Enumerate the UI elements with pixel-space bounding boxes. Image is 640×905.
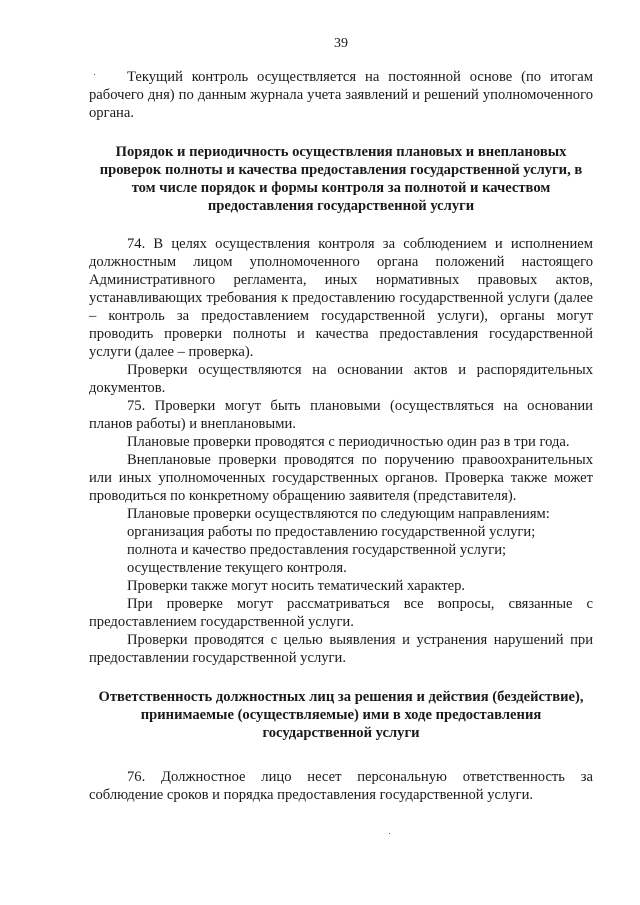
paragraph: 74. В целях осуществления контроля за соблюдением и исполнением должностным лицом уполномоченного органа положений настоящего Административного регламента, иных нормативных правовых актов, устанавливающих требования к предоставлению государственной услуги (далее – контроль за предоставлением государственной услуги), органы могут проводить проверки полноты и качества предоставления государственной услуги (далее – проверка). (89, 236, 593, 360)
paragraph: 76. Должностное лицо несет персональную ответственность за соблюдение сроков и порядка предоставления государственной услуги. (89, 769, 593, 803)
paragraph: При проверке могут рассматриваться все вопросы, связанные с предоставлением государственной услуги. (89, 596, 593, 630)
paragraph: Плановые проверки осуществляются по следующим направлениям: (127, 506, 550, 522)
list-item: организация работы по предоставлению государственной услуги; (127, 524, 536, 540)
paragraph: Плановые проверки проводятся с периодичностью один раз в три года. (127, 434, 570, 450)
section-body-responsibility (89, 768, 593, 804)
paragraph: 75. Проверки могут быть плановыми (осуществляться на основании планов работы) и внеплановыми. (89, 398, 593, 432)
list-item: полнота и качество предоставления государственной услуги; (127, 542, 507, 558)
paragraph: Проверки осуществляются на основании актов и распорядительных документов. (89, 362, 593, 396)
list-item: осуществление текущего контроля. (127, 560, 347, 576)
scan-speck (389, 833, 390, 834)
intro-paragraph: Текущий контроль осуществляется на постоянной основе (по итогам рабочего дня) по данным журнала учета заявлений и решений уполномоченного органа. (89, 69, 593, 121)
paragraph: Проверки проводятся с целью выявления и устранения нарушений при предоставлении государственной услуги. (89, 632, 593, 666)
page-number: 39 (334, 36, 348, 51)
paragraph: Проверки также могут носить тематический характер. (127, 578, 466, 594)
paragraph: Внеплановые проверки проводятся по поручению правоохранительных или иных уполномоченных государственных органов. Проверка также может проводиться по конкретному обращению заявителя (представителя). (89, 452, 593, 504)
section-heading-responsibility: Ответственность должностных лиц за решения и действия (бездействие), принимаемые (осуществляемые) ими в ходе предоставления государственной услуги (98, 689, 584, 741)
section-heading-inspections: Порядок и периодичность осуществления плановых и внеплановых проверок полноты и качества предоставления государственной услуги, в том числе порядок и формы контроля за полнотой и качеством предоставления государственной услуги (99, 144, 583, 214)
section-body-inspections (89, 235, 593, 667)
document-page (89, 36, 593, 804)
